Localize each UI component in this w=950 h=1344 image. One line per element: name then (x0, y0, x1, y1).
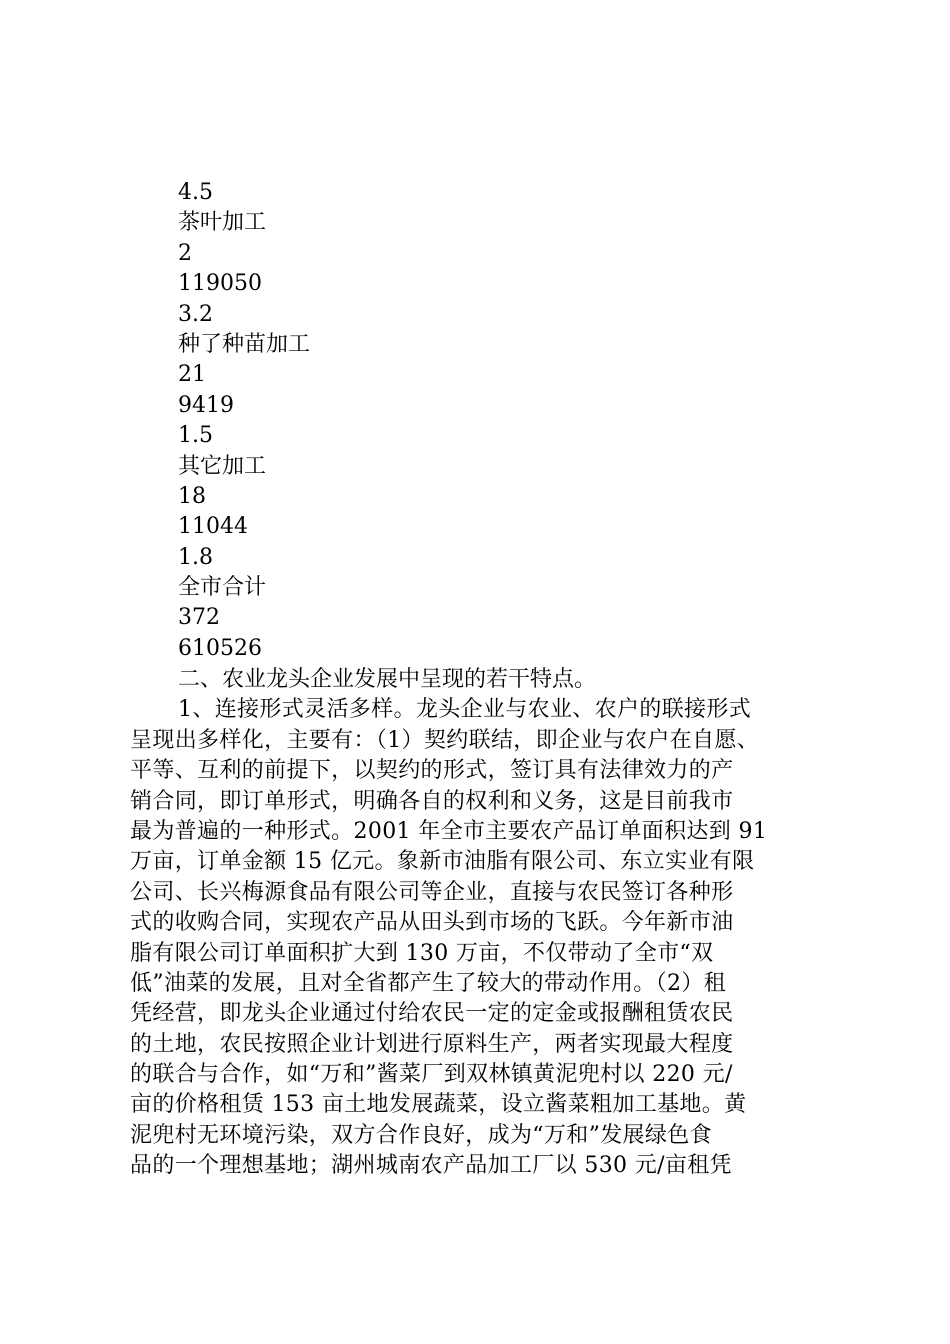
body-text (130, 665, 830, 1182)
paragraph-line: 平等、互利的前提下，以契约的形式，签订具有法律效力的产 (130, 758, 734, 784)
list-item: 119050 (178, 271, 262, 297)
section-heading: 二、农业龙头企业发展中呈现的若干特点。 (178, 667, 597, 692)
paragraph-line: 呈现出多样化，主要有：（1）契约联结，即企业与农户在自愿、 (130, 727, 760, 753)
paragraph-line: 销合同，即订单形式，明确各自的权利和义务，这是目前我市 (130, 788, 734, 814)
list-item: 4.5 (178, 180, 213, 205)
table-cell-list (178, 178, 678, 664)
list-item: 372 (178, 605, 220, 631)
list-item: 茶叶加工 (178, 210, 267, 236)
paragraph-line: 凭经营，即龙头企业通过付给农民一定的定金或报酬租赁农民 (130, 1001, 734, 1027)
paragraph-line: 最为普遍的一种形式。2001 年全市主要农产品订单面积达到 91 (130, 818, 768, 844)
list-item: 全市合计 (178, 575, 267, 601)
list-item: 18 (178, 483, 206, 509)
list-item: 1.8 (178, 544, 213, 570)
paragraph-line: 公司、长兴梅源食品有限公司等企业，直接与农民签订各种形 (130, 879, 734, 905)
paragraph-line: 泥兜村无环境污染，双方合作良好，成为“万和”发展绿色食 (130, 1122, 712, 1148)
list-item: 1.5 (178, 423, 213, 449)
paragraph-line: 的联合与合作，如“万和”酱菜厂到双林镇黄泥兜村以 220 元/ (130, 1062, 733, 1088)
list-item: 9419 (178, 392, 234, 418)
paragraph-line: 1、连接形式灵活多样。龙头企业与农业、农户的联接形式 (178, 697, 752, 723)
list-item: 种了种苗加工 (178, 331, 311, 357)
paragraph-line: 万亩，订单金额 15 亿元。象新市油脂有限公司、东立实业有限 (130, 849, 755, 875)
paragraph-line: 品的一个理想基地；湖州城南农产品加工厂以 530 元/亩租凭 (130, 1153, 732, 1179)
paragraph-line: 的土地，农民按照企业计划进行原料生产，两者实现最大程度 (130, 1031, 734, 1057)
paragraph-line: 亩的价格租赁 153 亩土地发展蔬菜，设立酱菜粗加工基地。黄 (130, 1092, 747, 1118)
list-item: 3.2 (178, 301, 213, 327)
list-item: 其它加工 (178, 453, 267, 479)
paragraph-line: 低”油菜的发展，且对全省都产生了较大的带动作用。（2）租 (130, 970, 727, 996)
list-item: 21 (178, 362, 206, 388)
paragraph-line: 式的收购合同，实现农产品从田头到市场的飞跃。今年新市油 (130, 910, 734, 936)
list-item: 11044 (178, 514, 248, 540)
paragraph-line: 脂有限公司订单面积扩大到 130 万亩，不仅带动了全市“双 (130, 940, 714, 966)
list-item: 2 (178, 240, 192, 266)
list-item: 610526 (178, 635, 262, 661)
